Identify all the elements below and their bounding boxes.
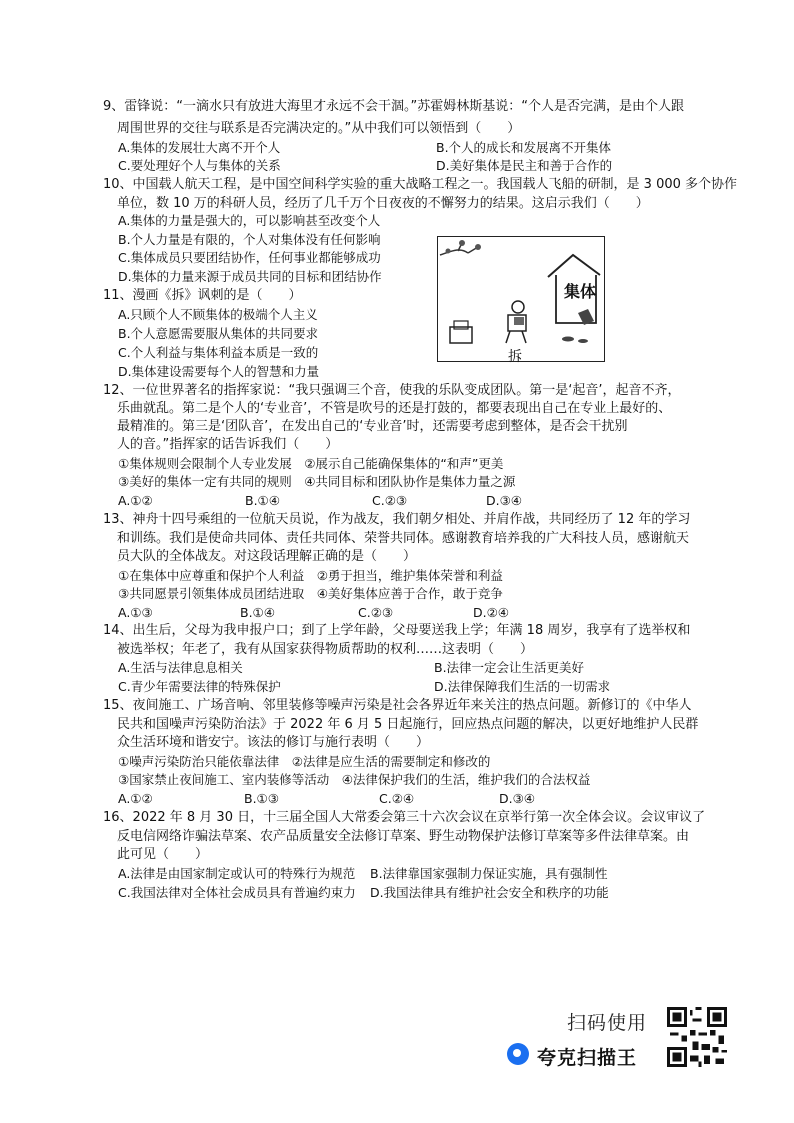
q15-option-c: C.②④ bbox=[379, 791, 415, 806]
q11-option-c: C.个人利益与集体利益本质是一致的 bbox=[118, 345, 319, 360]
q13-stem-line2: 和训练。我们是使命共同体、责任共同体、荣誉共同体。感谢教育培养我的广大科技人员，感谢航天 bbox=[117, 531, 690, 546]
q9-stem-line1: 9、雷锋说：“一滴水只有放进大海里才永远不会干涸。”苏霍姆林斯基说：“个人是否完满，是由个人跟 bbox=[103, 99, 684, 114]
q10-option-d: D.集体的力量来源于成员共同的目标和团结协作 bbox=[118, 269, 382, 284]
q16-option-b: B.法律靠国家强制力保证实施，具有强制性 bbox=[370, 866, 608, 881]
q16-stem-line1: 16、2022 年 8 月 30 日，十三届全国人大常委会第三十六次会议在京举行第一次全体会议。会议审议了 bbox=[103, 810, 706, 825]
q16-option-a: A.法律是由国家制定或认可的特殊行为规范 bbox=[118, 866, 356, 881]
q15-option-b: B.①③ bbox=[244, 791, 279, 806]
q12-stem-line2: 乐曲就乱。第二是个人的‘专业音’，不管是吹号的还是打鼓的，都要表现出自己在专业上最好的、 bbox=[117, 401, 672, 416]
q11-stem: 11、漫画《拆》讽刺的是（ ） bbox=[103, 288, 302, 303]
q13-stem-line3: 员大队的全体战友。对这段话理解正确的是（ ） bbox=[117, 549, 417, 564]
q14-stem-line1: 14、出生后，父母为我申报户口；到了上学年龄，父母要送我上学；年满 18 周岁，我享有了选举权和 bbox=[103, 623, 691, 638]
q10-option-b: B.个人力量是有限的，个人对集体没有任何影响 bbox=[118, 232, 381, 247]
q12-stem-line4: 人的音。”指挥家的话告诉我们（ ） bbox=[117, 437, 339, 452]
q13-stem-line1: 13、神舟十四号乘组的一位航天员说，作为战友，我们朝夕相处、并肩作战，共同经历了 12 年的学习 bbox=[103, 512, 691, 527]
q12-option-a: A.①② bbox=[118, 493, 153, 508]
q13-option-b: B.①④ bbox=[240, 605, 275, 620]
q13-option-c: C.②③ bbox=[358, 605, 394, 620]
q9-option-c: C.要处理好个人与集体的关系 bbox=[118, 158, 281, 173]
q15-stem-line2: 民共和国噪声污染防治法》于 2022 年 6 月 5 日起施行，回应热点问题的解决，以更好地维护人民群 bbox=[117, 717, 699, 732]
q12-option-b: B.①④ bbox=[245, 493, 280, 508]
q16-stem-line2: 反电信网络诈骗法草案、农产品质量安全法修订草案、野生动物保护法修订草案等多件法律草案。由 bbox=[117, 829, 690, 844]
q9-option-a: A.集体的发展壮大离不开个人 bbox=[118, 140, 281, 155]
q9-option-d: D.美好集体是民主和善于合作的 bbox=[436, 158, 613, 173]
q13-statements-2: ③共同愿景引领集体成员团结进取 ④美好集体应善于合作，敢于竞争 bbox=[118, 586, 503, 601]
q14-option-a: A.生活与法律息息相关 bbox=[118, 660, 243, 675]
cartoon-wall-label: 集体 bbox=[564, 282, 597, 301]
q10-stem-line1: 10、中国载人航天工程，是中国空间科学实验的重大战略工程之一。我国载人飞船的研制，是 3 000 多个协作 bbox=[103, 177, 738, 192]
q14-option-b: B.法律一定会让生活更美好 bbox=[434, 660, 585, 675]
q12-stem-line1: 12、一位世界著名的指挥家说：“我只强调三个音，使我的乐队变成团队。第一是‘起音’，起音不齐， bbox=[103, 383, 681, 398]
q10-option-a: A.集体的力量是强大的，可以影响甚至改变个人 bbox=[118, 213, 381, 228]
qr-code-icon[interactable] bbox=[667, 1007, 727, 1067]
q13-statements-1: ①在集体中应尊重和保护个人利益 ②勇于担当，维护集体荣誉和利益 bbox=[118, 568, 503, 583]
q13-option-d: D.②④ bbox=[473, 605, 510, 620]
cartoon-chai-illustration bbox=[437, 236, 605, 362]
q15-option-a: A.①② bbox=[118, 791, 153, 806]
q16-stem-line3: 此可见（ ） bbox=[117, 847, 209, 862]
q15-stem-line3: 众生活环境和谐安宁。该法的修订与施行表明（ ） bbox=[117, 735, 430, 750]
q14-option-d: D.法律保障我们生活的一切需求 bbox=[434, 679, 611, 694]
q15-option-d: D.③④ bbox=[499, 791, 536, 806]
q15-statements-2: ③国家禁止夜间施工、室内装修等活动 ④法律保护我们的生活，维护我们的合法权益 bbox=[118, 772, 591, 787]
q12-option-c: C.②③ bbox=[372, 493, 408, 508]
q11-option-d: D.集体建设需要每个人的智慧和力量 bbox=[118, 364, 320, 379]
q15-stem-line1: 15、夜间施工、广场音响、邻里装修等噪声污染是社会各界近年来关注的热点问题。新修订的《中华人 bbox=[103, 698, 692, 713]
q14-stem-line2: 被选举权；年老了，我有从国家获得物质帮助的权利……这表明（ ） bbox=[117, 642, 534, 657]
q12-stem-line3: 最精准的。第三是‘团队音’，在发出自己的‘专业音’时，还需要考虑到整体，是否会干扰别 bbox=[117, 419, 628, 434]
scan-to-use-text: 扫码使用 bbox=[567, 1012, 648, 1034]
q12-statements-2: ③美好的集体一定有共同的规则 ④共同目标和团队协作是集体力量之源 bbox=[118, 474, 516, 489]
q9-option-b: B.个人的成长和发展离不开集体 bbox=[436, 140, 612, 155]
q11-option-a: A.只顾个人不顾集体的极端个人主义 bbox=[118, 307, 318, 322]
q13-option-a: A.①③ bbox=[118, 605, 153, 620]
q15-statements-1: ①噪声污染防治只能依靠法律 ②法律是应生活的需要制定和修改的 bbox=[118, 754, 491, 769]
q12-statements-1: ①集体规则会限制个人专业发展 ②展示自己能确保集体的“和声”更美 bbox=[118, 456, 504, 471]
cartoon-caption: 拆 bbox=[508, 349, 522, 365]
q14-option-c: C.青少年需要法律的特殊保护 bbox=[118, 679, 281, 694]
q12-option-d: D.③④ bbox=[486, 493, 523, 508]
q16-option-d: D.我国法律具有维护社会安全和秩序的功能 bbox=[370, 885, 609, 900]
q11-option-b: B.个人意愿需要服从集体的共同要求 bbox=[118, 326, 319, 341]
q10-option-c: C.集体成员只要团结协作，任何事业都能够成功 bbox=[118, 250, 381, 265]
q9-stem-line2: 周围世界的交往与联系是否完满决定的。”从中我们可以领悟到（ ） bbox=[117, 121, 521, 136]
q16-option-c: C.我国法律对全体社会成员具有普遍约束力 bbox=[118, 885, 356, 900]
q10-stem-line2: 单位，数 10 万的科研人员，经历了几千万个日夜夜的不懈努力的结果。这启示我们（ ） bbox=[117, 196, 649, 211]
scanner-brand-name: 夸克扫描王 bbox=[537, 1047, 638, 1069]
quark-logo-icon bbox=[507, 1043, 529, 1065]
